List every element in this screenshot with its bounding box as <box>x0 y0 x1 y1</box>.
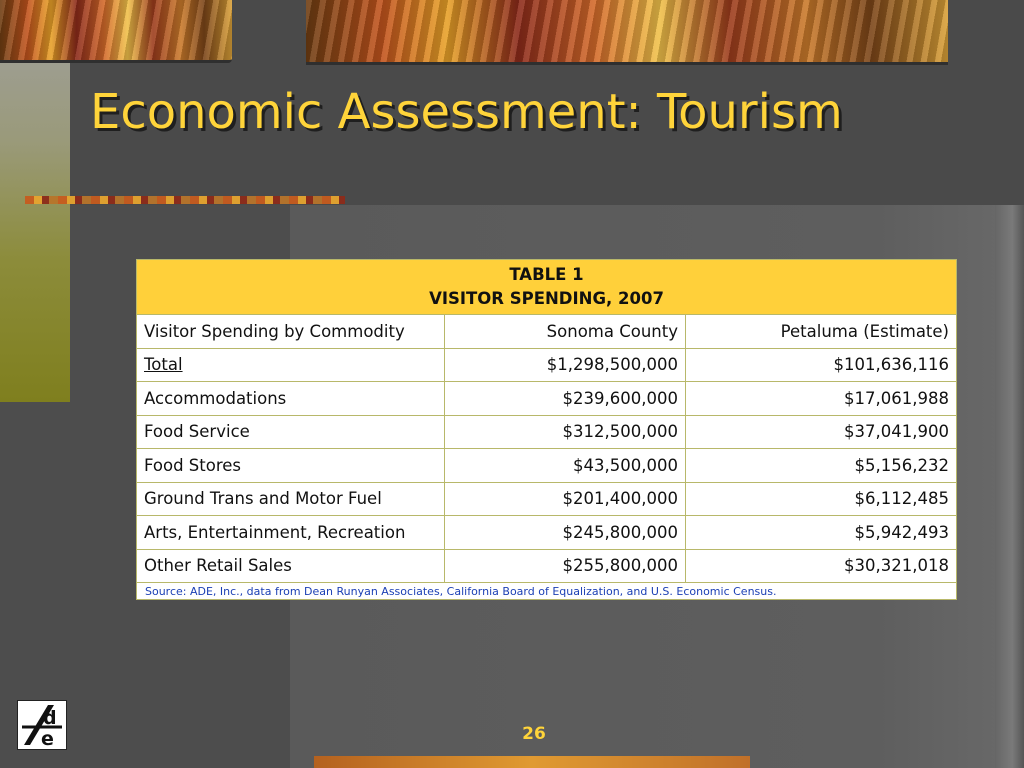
sonoma-value: $255,800,000 <box>445 549 686 583</box>
table-caption-row <box>137 260 957 315</box>
row-label: Food Service <box>137 415 445 449</box>
table-row <box>137 482 957 516</box>
column-header-sonoma-county: Sonoma County <box>445 315 686 349</box>
sonoma-value: $245,800,000 <box>445 516 686 550</box>
table-source-row <box>137 583 957 600</box>
petaluma-value: $6,112,485 <box>686 482 957 516</box>
table-caption-line-2: VISITOR SPENDING, 2007 <box>429 289 664 308</box>
petaluma-value: $5,156,232 <box>686 449 957 483</box>
column-header-commodity: Visitor Spending by Commodity <box>137 315 445 349</box>
row-label: Total <box>144 355 183 375</box>
sonoma-value: $43,500,000 <box>445 449 686 483</box>
row-label: Arts, Entertainment, Recreation <box>137 516 445 550</box>
table-row <box>137 348 957 382</box>
petaluma-value: $5,942,493 <box>686 516 957 550</box>
petaluma-value: $30,321,018 <box>686 549 957 583</box>
page-number: 26 <box>522 724 546 744</box>
column-header-petaluma: Petaluma (Estimate) <box>686 315 957 349</box>
row-label: Food Stores <box>137 449 445 483</box>
petaluma-value: $101,636,116 <box>686 348 957 382</box>
sonoma-value: $239,600,000 <box>445 382 686 416</box>
bottom-decorative-bar <box>314 756 750 768</box>
petaluma-value: $17,061,988 <box>686 382 957 416</box>
row-label: Ground Trans and Motor Fuel <box>137 482 445 516</box>
table-caption-line-1: TABLE 1 <box>509 265 584 284</box>
svg-text:e: e <box>41 728 54 749</box>
svg-text:d: d <box>43 707 57 729</box>
decorative-banner-right <box>306 0 948 65</box>
table-row <box>137 415 957 449</box>
sonoma-value: $201,400,000 <box>445 482 686 516</box>
sonoma-value: $312,500,000 <box>445 415 686 449</box>
row-label: Other Retail Sales <box>137 549 445 583</box>
table-row <box>137 549 957 583</box>
table-row <box>137 449 957 483</box>
sonoma-value: $1,298,500,000 <box>445 348 686 382</box>
slide-title: Economic Assessment: Tourism <box>90 84 843 140</box>
table-row <box>137 382 957 416</box>
petaluma-value: $37,041,900 <box>686 415 957 449</box>
ade-logo-icon <box>17 700 67 750</box>
decorative-banner-left <box>0 0 232 63</box>
table-row <box>137 516 957 550</box>
right-edge-shade <box>995 205 1024 768</box>
row-label: Accommodations <box>137 382 445 416</box>
visitor-spending-table <box>136 259 957 600</box>
table-header-row <box>137 315 957 349</box>
decorative-strip <box>25 196 345 204</box>
table-caption <box>137 260 957 315</box>
table-source-note: Source: ADE, Inc., data from Dean Runyan Associates, California Board of Equalization, and U.S. Economic Census. <box>137 583 957 600</box>
